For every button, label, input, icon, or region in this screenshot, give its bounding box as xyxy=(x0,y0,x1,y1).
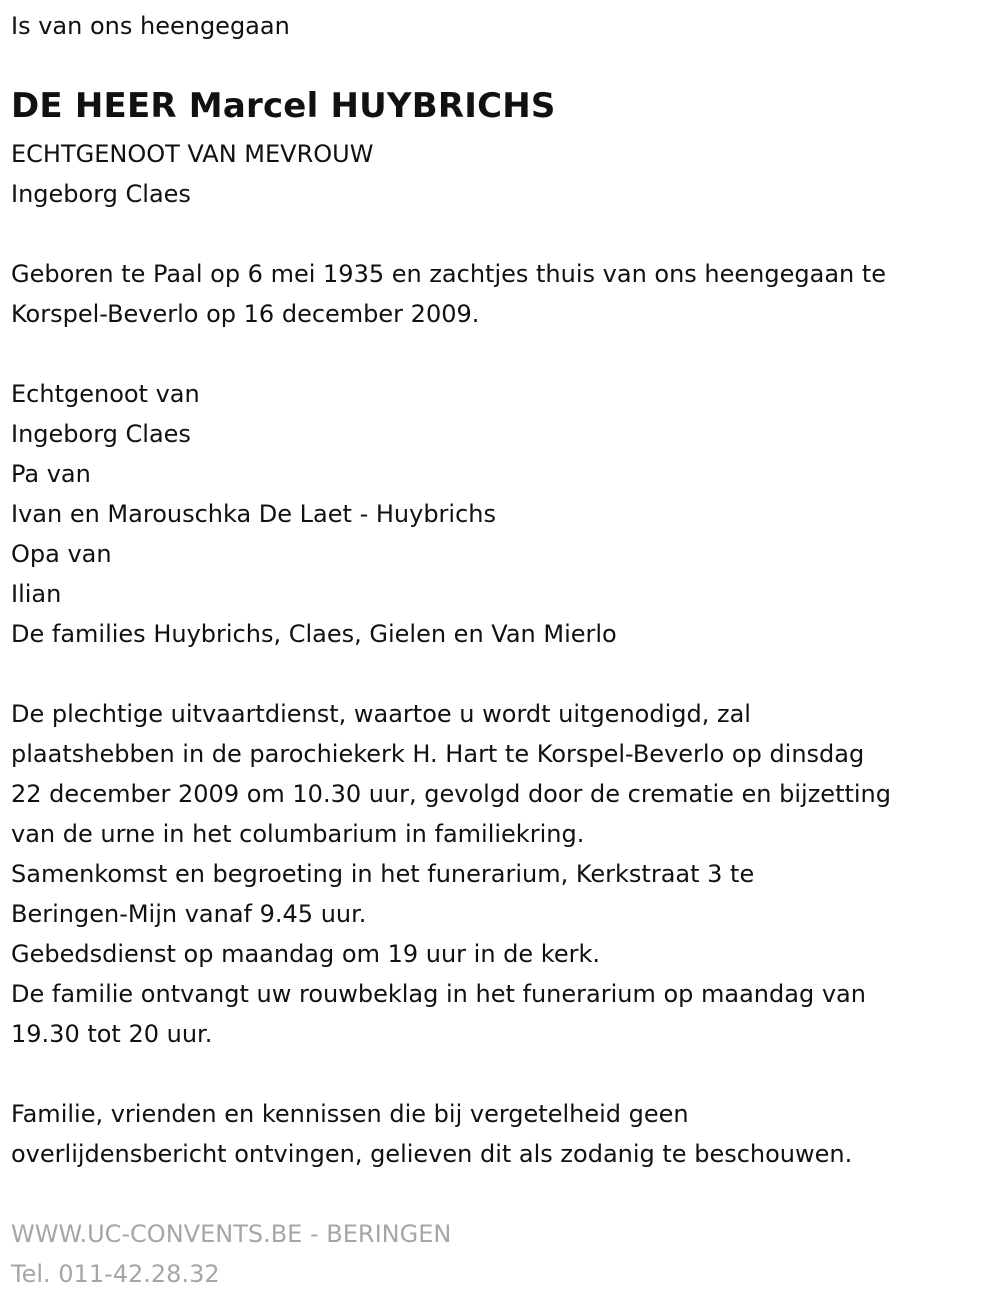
spouse-name: Ingeborg Claes xyxy=(11,180,191,208)
spouse-block xyxy=(11,134,373,214)
family-block xyxy=(11,374,617,654)
family-line: De families Huybrichs, Claes, Gielen en Van Mierlo xyxy=(11,620,617,648)
ceremony-line: Beringen-Mijn vanaf 9.45 uur. xyxy=(11,900,367,928)
intro-text: Is van ons heengegaan xyxy=(11,12,290,40)
notice-line: Familie, vrienden en kennissen die bij vergetelheid geen xyxy=(11,1100,689,1128)
ceremony-block xyxy=(11,694,891,1054)
family-line: Ilian xyxy=(11,580,62,608)
notice-block xyxy=(11,1094,852,1174)
ceremony-line: Samenkomst en begroeting in het funerarium, Kerkstraat 3 te xyxy=(11,860,755,888)
ceremony-line: De familie ontvangt uw rouwbeklag in het funerarium op maandag van xyxy=(11,980,866,1008)
family-line: Ivan en Marouschka De Laet - Huybrichs xyxy=(11,500,496,528)
footer-phone: Tel. 011-42.28.32 xyxy=(11,1260,220,1288)
ceremony-line: 22 december 2009 om 10.30 uur, gevolgd door de crematie en bijzetting xyxy=(11,780,891,808)
birth-death-line: Geboren te Paal op 6 mei 1935 en zachtjes thuis van ons heengegaan te xyxy=(11,260,887,288)
family-line: Opa van xyxy=(11,540,112,568)
family-line: Pa van xyxy=(11,460,91,488)
spouse-title: ECHTGENOOT VAN MEVROUW xyxy=(11,140,374,168)
deceased-name: DE HEER Marcel HUYBRICHS xyxy=(11,86,556,126)
birth-death-block xyxy=(11,254,886,334)
ceremony-line: plaatshebben in de parochiekerk H. Hart te Korspel-Beverlo op dinsdag xyxy=(11,740,865,768)
notice-line: overlijdensbericht ontvingen, gelieven dit als zodanig te beschouwen. xyxy=(11,1140,853,1168)
ceremony-line: Gebedsdienst op maandag om 19 uur in de kerk. xyxy=(11,940,600,968)
footer-website: WWW.UC-CONVENTS.BE - BERINGEN xyxy=(11,1220,452,1248)
birth-death-line: Korspel-Beverlo op 16 december 2009. xyxy=(11,300,480,328)
family-line: Ingeborg Claes xyxy=(11,420,191,448)
ceremony-line: De plechtige uitvaartdienst, waartoe u wordt uitgenodigd, zal xyxy=(11,700,751,728)
family-line: Echtgenoot van xyxy=(11,380,200,408)
footer xyxy=(11,1214,451,1294)
ceremony-line: van de urne in het columbarium in familiekring. xyxy=(11,820,585,848)
ceremony-line: 19.30 tot 20 uur. xyxy=(11,1020,213,1048)
